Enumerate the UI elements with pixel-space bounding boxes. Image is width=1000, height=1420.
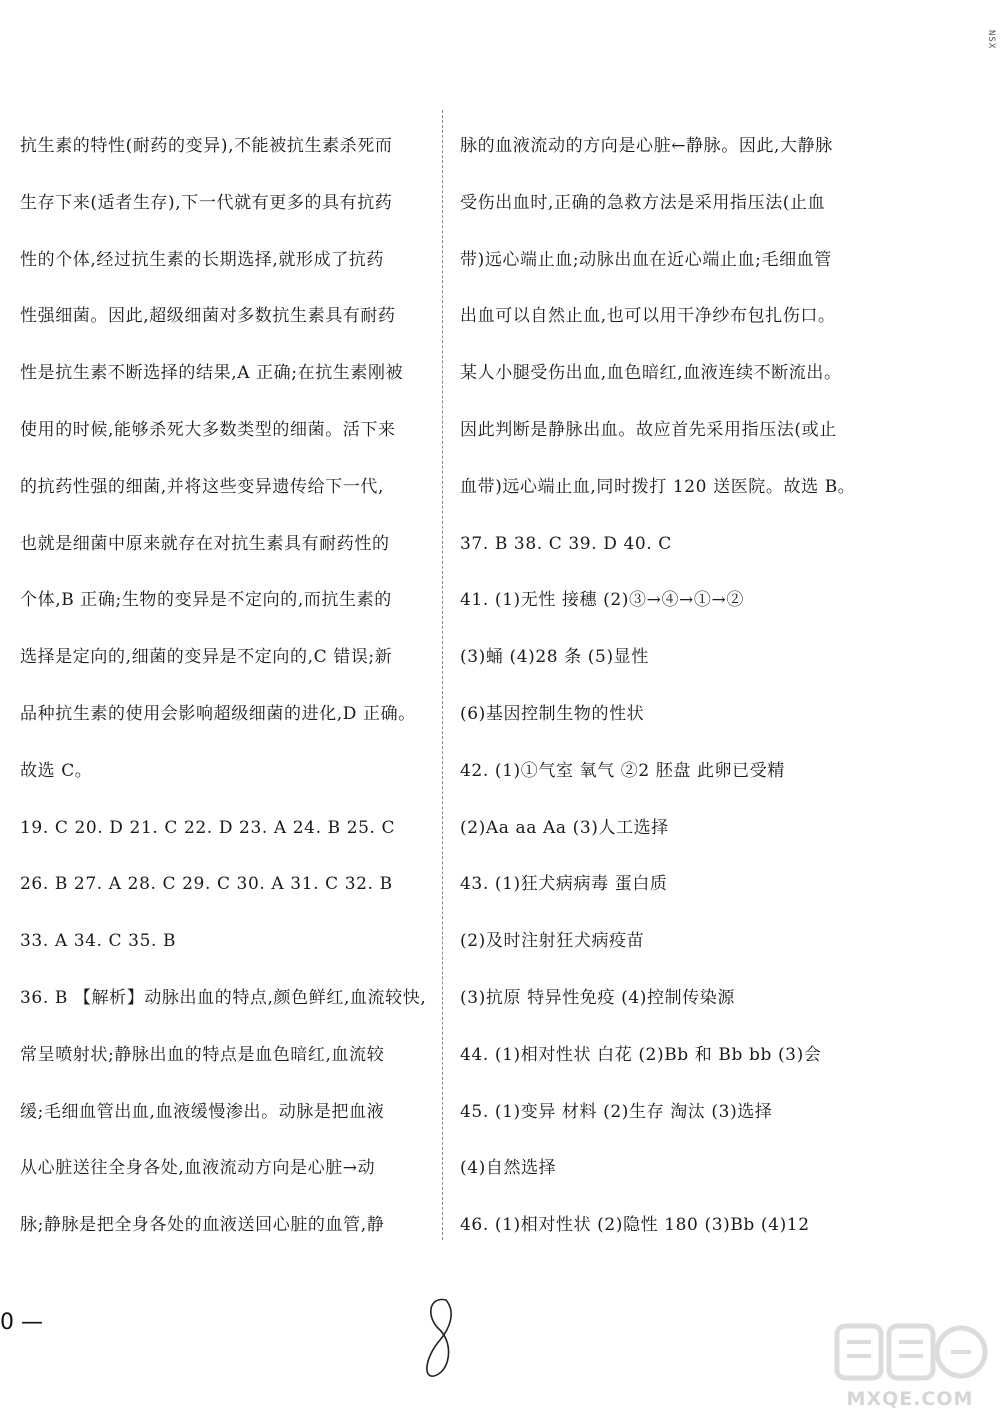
text-line: 46. (1)相对性状 (2)隐性 180 (3)Bb (4)12 <box>460 1215 810 1236</box>
text-line: 选择是定向的,细菌的变异是不定向的,C 错误;新 <box>20 647 393 668</box>
column-divider <box>442 110 443 1240</box>
right-column <box>460 118 875 1254</box>
text-line: (3)蛹 (4)28 条 (5)显性 <box>460 647 649 668</box>
text-line: 44. (1)相对性状 白花 (2)Bb 和 Bb bb (3)会 <box>460 1044 822 1065</box>
text-line: 出血可以自然止血,也可以用干净纱布包扎伤口。 <box>460 306 836 327</box>
text-line: 41. (1)无性 接穗 (2)③→④→①→② <box>460 590 744 611</box>
text-line: 性是抗生素不断选择的结果,A 正确;在抗生素刚被 <box>20 363 404 384</box>
text-line: 品种抗生素的使用会影响超级细菌的进化,D 正确。 <box>20 703 416 724</box>
text-line: 脉的血液流动的方向是心脏←静脉。因此,大静脉 <box>460 136 833 156</box>
text-line: 37. B 38. C 39. D 40. C <box>460 533 672 554</box>
left-column <box>20 118 428 1254</box>
text-line: (4)自然选择 <box>460 1158 557 1179</box>
watermark <box>825 1318 995 1418</box>
text-line: 性强细菌。因此,超级细菌对多数抗生素具有耐药 <box>20 306 396 327</box>
text-line: (3)抗原 特异性免疫 (4)控制传染源 <box>460 987 735 1008</box>
text-line: 常呈喷射状;静脉出血的特点是血色暗红,血流较 <box>20 1044 385 1065</box>
text-line: 脉;静脉是把全身各处的血液送回心脏的血管,静 <box>20 1215 385 1236</box>
text-line: 性的个体,经过抗生素的长期选择,就形成了抗药 <box>20 249 385 270</box>
text-line: 个体,B 正确;生物的变异是不定向的,而抗生素的 <box>20 590 392 611</box>
text-line: (2)及时注射狂犬病疫苗 <box>460 931 645 952</box>
text-line: 的抗药性强的细菌,并将这些变异遗传给下一代, <box>20 476 385 497</box>
text-line: 使用的时候,能够杀死大多数类型的细菌。活下来 <box>20 419 396 440</box>
watermark-text: MXQE.COM <box>846 1388 974 1410</box>
text-line: 缓;毛细血管出血,血液缓慢渗出。动脉是把血液 <box>20 1101 385 1122</box>
text-line: 血带)远心端止血,同时拨打 120 送医院。故选 B。 <box>460 476 856 497</box>
watermark-logo-icon <box>833 1318 988 1388</box>
handwritten-mark-icon <box>420 1292 460 1382</box>
text-line: 从心脏送往全身各处,血液流动方向是心脏→动 <box>20 1158 376 1179</box>
text-line: 抗生素的特性(耐药的变异),不能被抗生素杀死而 <box>20 136 393 156</box>
text-line: 生存下来(适者生存),下一代就有更多的具有抗药 <box>20 192 393 213</box>
corner-mark: NSX <box>986 30 996 50</box>
text-line: 因此判断是静脉出血。故应首先采用指压法(或止 <box>460 419 837 440</box>
text-line: 36. B 【解析】动脉出血的特点,颜色鲜红,血流较快, <box>20 987 427 1008</box>
text-line: 19. C 20. D 21. C 22. D 23. A 24. B 25. C <box>20 817 396 838</box>
text-line: 43. (1)狂犬病病毒 蛋白质 <box>460 874 668 895</box>
page-number: 0 — <box>0 1310 43 1335</box>
text-line: 也就是细菌中原来就存在对抗生素具有耐药性的 <box>20 533 390 554</box>
text-line: (6)基因控制生物的性状 <box>460 703 645 724</box>
text-line: 受伤出血时,正确的急救方法是采用指压法(止血 <box>460 192 826 213</box>
text-line: 42. (1)①气室 氧气 ②2 胚盘 此卵已受精 <box>460 760 785 781</box>
text-line: 故选 C。 <box>20 760 93 781</box>
text-line: 33. A 34. C 35. B <box>20 931 177 952</box>
text-line: 某人小腿受伤出血,血色暗红,血液连续不断流出。 <box>460 363 842 384</box>
text-line: (2)Aa aa Aa (3)人工选择 <box>460 817 669 838</box>
text-line: 26. B 27. A 28. C 29. C 30. A 31. C 32. B <box>20 874 393 895</box>
text-line: 带)远心端止血;动脉出血在近心端止血;毛细血管 <box>460 249 832 270</box>
text-line: 45. (1)变异 材料 (2)生存 淘汰 (3)选择 <box>460 1101 773 1122</box>
